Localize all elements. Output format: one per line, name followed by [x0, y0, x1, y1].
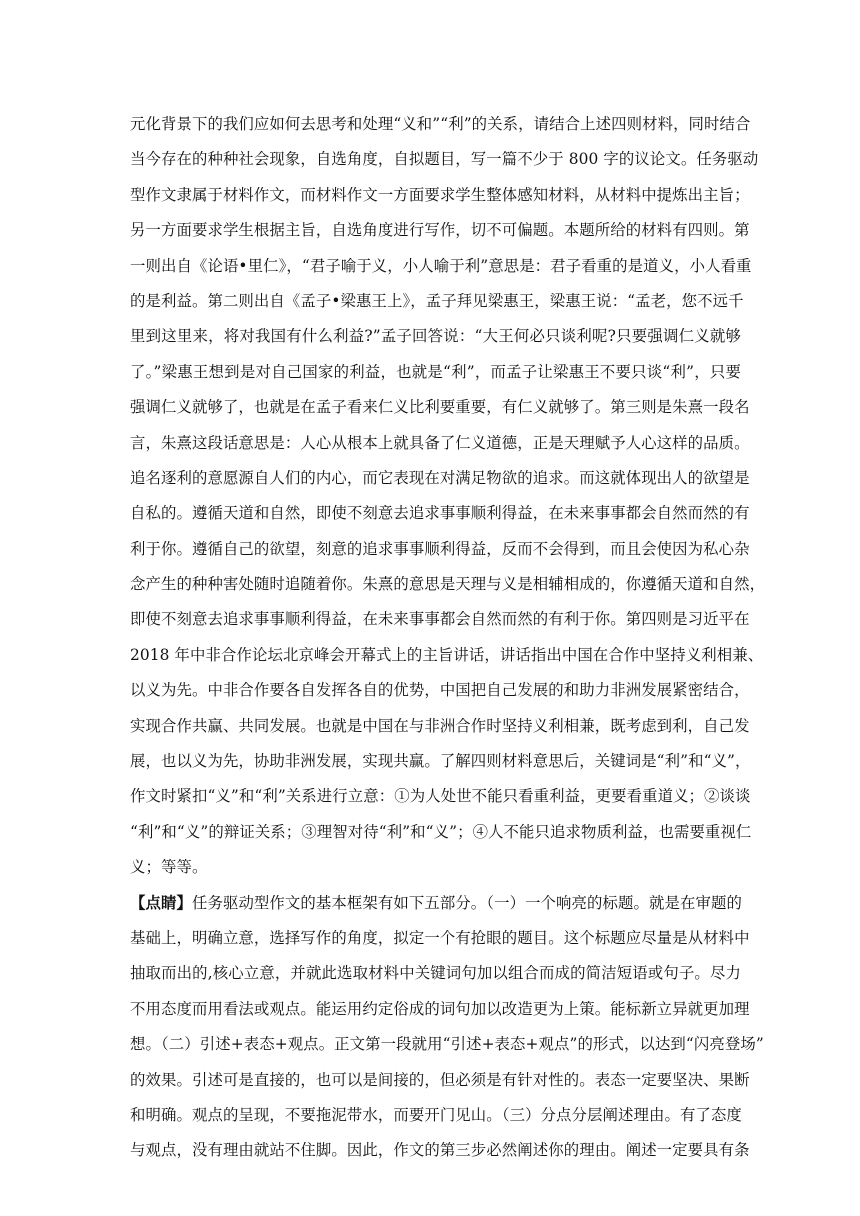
- text-line: 利于你。遵循自己的欲望，刻意的追求事事顺利得益，反而不会得到，而且会使因为私心杂: [130, 539, 750, 558]
- text-line: 了。”梁惠王想到是对自己国家的利益，也就是“利”，而孟子让梁惠王不要只谈“利”，只要: [130, 362, 741, 381]
- text-line: 和明确。观点的呈现，不要拖泥带水，而要开门见山。（三）分点分层阐述理由。有了态度: [130, 1105, 742, 1124]
- text-line: 2018 年中非合作论坛北京峰会开幕式上的主旨讲话，讲话指出中国在合作中坚持义利相兼、: [130, 645, 764, 664]
- text-line: 与观点，没有理由就站不住脚。因此，作文的第三步必然阐述你的理由。阐述一定要具有条: [130, 1141, 750, 1160]
- text-line: 追名逐利的意愿源自人们的内心，而它表现在对满足物欲的追求。而这就体现出人的欲望是: [130, 468, 750, 487]
- text-line: 的是利益。第二则出自《孟子•梁惠王上》，孟子拜见梁惠王，梁惠王说：“孟老，您不远千: [130, 291, 744, 310]
- text-line: [130, 886, 741, 921]
- text-line: 以义为先。中非合作要各自发挥各自的优势，中国把自己发展的和助力非洲发展紧密结合，: [130, 681, 750, 700]
- text-line: 里到这里来，将对我国有什么利益?”孟子回答说：“大王何必只谈利呢?只要强调仁义就够: [130, 327, 741, 346]
- text-line: 自私的。遵循天道和自然，即使不刻意去追求事事顺利得益，在未来事事都会自然而然的有: [130, 504, 750, 523]
- text-line: 言，朱熹这段话意思是：人心从根本上就具备了仁义道德，正是天理赋予人心这样的品质。: [130, 433, 750, 452]
- text-line: 元化背景下的我们应如何去思考和处理“义和”“利”的关系，请结合上述四则材料，同时结合: [130, 115, 751, 133]
- text-line: 另一方面要求学生根据主旨，自选角度进行写作，切不可偏题。本题所给的材料有四则。第: [130, 221, 750, 240]
- text-line: 实现合作共赢、共同发展。也就是中国在与非洲合作时坚持义利相兼，既考虑到利，自己发: [130, 716, 750, 735]
- text-line: 强调仁义就够了，也就是在孟子看来仁义比利要重要，有仁义就够了。第三则是朱熹一段名: [130, 398, 750, 417]
- text-line: 展，也以义为先，协助非洲发展，实现共赢。了解四则材料意思后，关键词是“利”和“义”，: [130, 752, 751, 771]
- key-point-paragraph: [130, 886, 764, 1169]
- text-line: 念产生的种种害处随时追随着你。朱熹的意思是天理与义是相辅相成的，你遵循天道和自然，: [130, 575, 766, 594]
- document-body: [130, 107, 766, 1169]
- text-line: 当今存在的种种社会现象，自选角度，自拟题目，写一篇不少于 800 字的议论文。任务驱动: [130, 150, 759, 169]
- text-line: 想。（二）引述+表态+观点。正文第一段就用“引述+表态+观点”的形式，以达到“闪亮登场”: [130, 1035, 764, 1054]
- text-line: 义；等等。: [130, 858, 208, 877]
- text-line: 型作文隶属于材料作文，而材料作文一方面要求学生整体感知材料，从材料中提炼出主旨；: [130, 185, 750, 204]
- text-line: 作文时紧扣“义”和“利”关系进行立意：①为人处世不能只看重利益，更要看重道义；②谈谈: [130, 787, 751, 806]
- text-line: 不用态度而用看法或观点。能运用约定俗成的词句加以改造更为上策。能标新立异就更加理: [130, 999, 750, 1018]
- text-line: 的效果。引述可是直接的，也可以是间接的，但必须是有针对性的。表态一定要坚决、果断: [130, 1070, 750, 1089]
- text-line: 即使不刻意去追求事事顺利得益，在未来事事都会自然而然的有利于你。第四则是习近平在: [130, 610, 750, 629]
- text-line: “利”和“义”的辩证关系；③理智对待“利”和“义”；④人不能只追求物质利益，也需要重视仁: [130, 822, 752, 841]
- text-line: 一则出自《论语•里仁》，“君子喻于义，小人喻于利”意思是：君子看重的是道义，小人看重: [130, 256, 752, 275]
- text-line: 抽取而出的,核心立意，并就此选取材料中关键词句加以组合而成的简洁短语或句子。尽力: [130, 964, 741, 983]
- text-line: 基础上，明确立意，选择写作的角度，拟定一个有抢眼的题目。这个标题应尽量是从材料中: [130, 928, 750, 947]
- analysis-paragraph: [130, 107, 766, 886]
- key-point-text: 任务驱动型作文的基本框架有如下五部分。（一）一个响亮的标题。就是在审题的: [191, 893, 742, 912]
- key-point-label: 【点睛】: [130, 893, 192, 912]
